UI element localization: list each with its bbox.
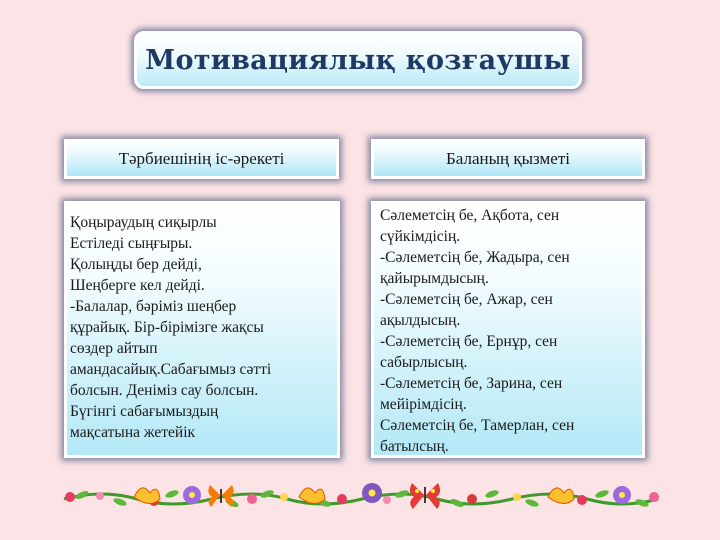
right-text-line: -Сәлеметсің бе, Зарина, сен xyxy=(380,375,563,392)
right-text-line: ақылдысың. xyxy=(380,312,461,329)
left-text-line: Бүгінгі сабағымыздың xyxy=(70,403,219,420)
right-text-line: Сәлеметсің бе, Тамерлан, сен xyxy=(380,417,575,434)
left-text-line: Қоңыраудың сиқырлы xyxy=(70,214,217,231)
right-text-line: қайырымдысың. xyxy=(380,270,489,287)
butterfly-icon xyxy=(410,483,440,509)
left-column-heading-box xyxy=(64,139,339,179)
left-text-line: амандасайық.Сабағымыз сәтті xyxy=(70,361,272,378)
page-title: Мотивациялық қозғаушы xyxy=(145,44,571,76)
right-column-heading: Баланың қызметі xyxy=(446,149,570,168)
left-text-line: Қолыңды бер дейді, xyxy=(70,256,202,273)
left-text-line: -Балалар, бәріміз шеңбер xyxy=(70,298,237,315)
right-text-line: мейірімдісің. xyxy=(380,396,467,413)
right-text-line: сабырлысың. xyxy=(380,354,468,371)
left-text-line: болсын. Деніміз сау болсын. xyxy=(70,382,259,399)
left-text-line: Естіледі сыңғыры. xyxy=(70,235,193,252)
flower-garland xyxy=(62,475,660,515)
left-text-line: Шеңберге кел дейді. xyxy=(70,277,205,294)
right-text-line: -Сәлеметсің бе, Жадыра, сен xyxy=(380,249,570,266)
left-text-line: мақсатына жетейік xyxy=(70,424,196,441)
right-text-line: сүйкімдісің. xyxy=(380,228,461,245)
right-column-text-box xyxy=(371,201,645,458)
right-column-heading-box xyxy=(371,139,645,179)
left-text-line: сөздер айтып xyxy=(70,340,158,357)
left-text-line: құрайық. Бір-бірімізге жақсы xyxy=(70,319,264,336)
left-column-heading: Тәрбиешінің іс-әрекеті xyxy=(118,149,285,168)
title-banner xyxy=(134,31,582,89)
left-column-text-box xyxy=(64,201,340,458)
right-text-line: батылсың. xyxy=(380,438,449,455)
right-text-line: -Сәлеметсің бе, Ажар, сен xyxy=(380,291,553,308)
right-text-line: -Сәлеметсің бе, Ернұр, сен xyxy=(380,333,558,350)
butterfly-icon xyxy=(208,485,233,507)
right-text-line: Сәлеметсің бе, Ақбота, сен xyxy=(380,207,560,224)
